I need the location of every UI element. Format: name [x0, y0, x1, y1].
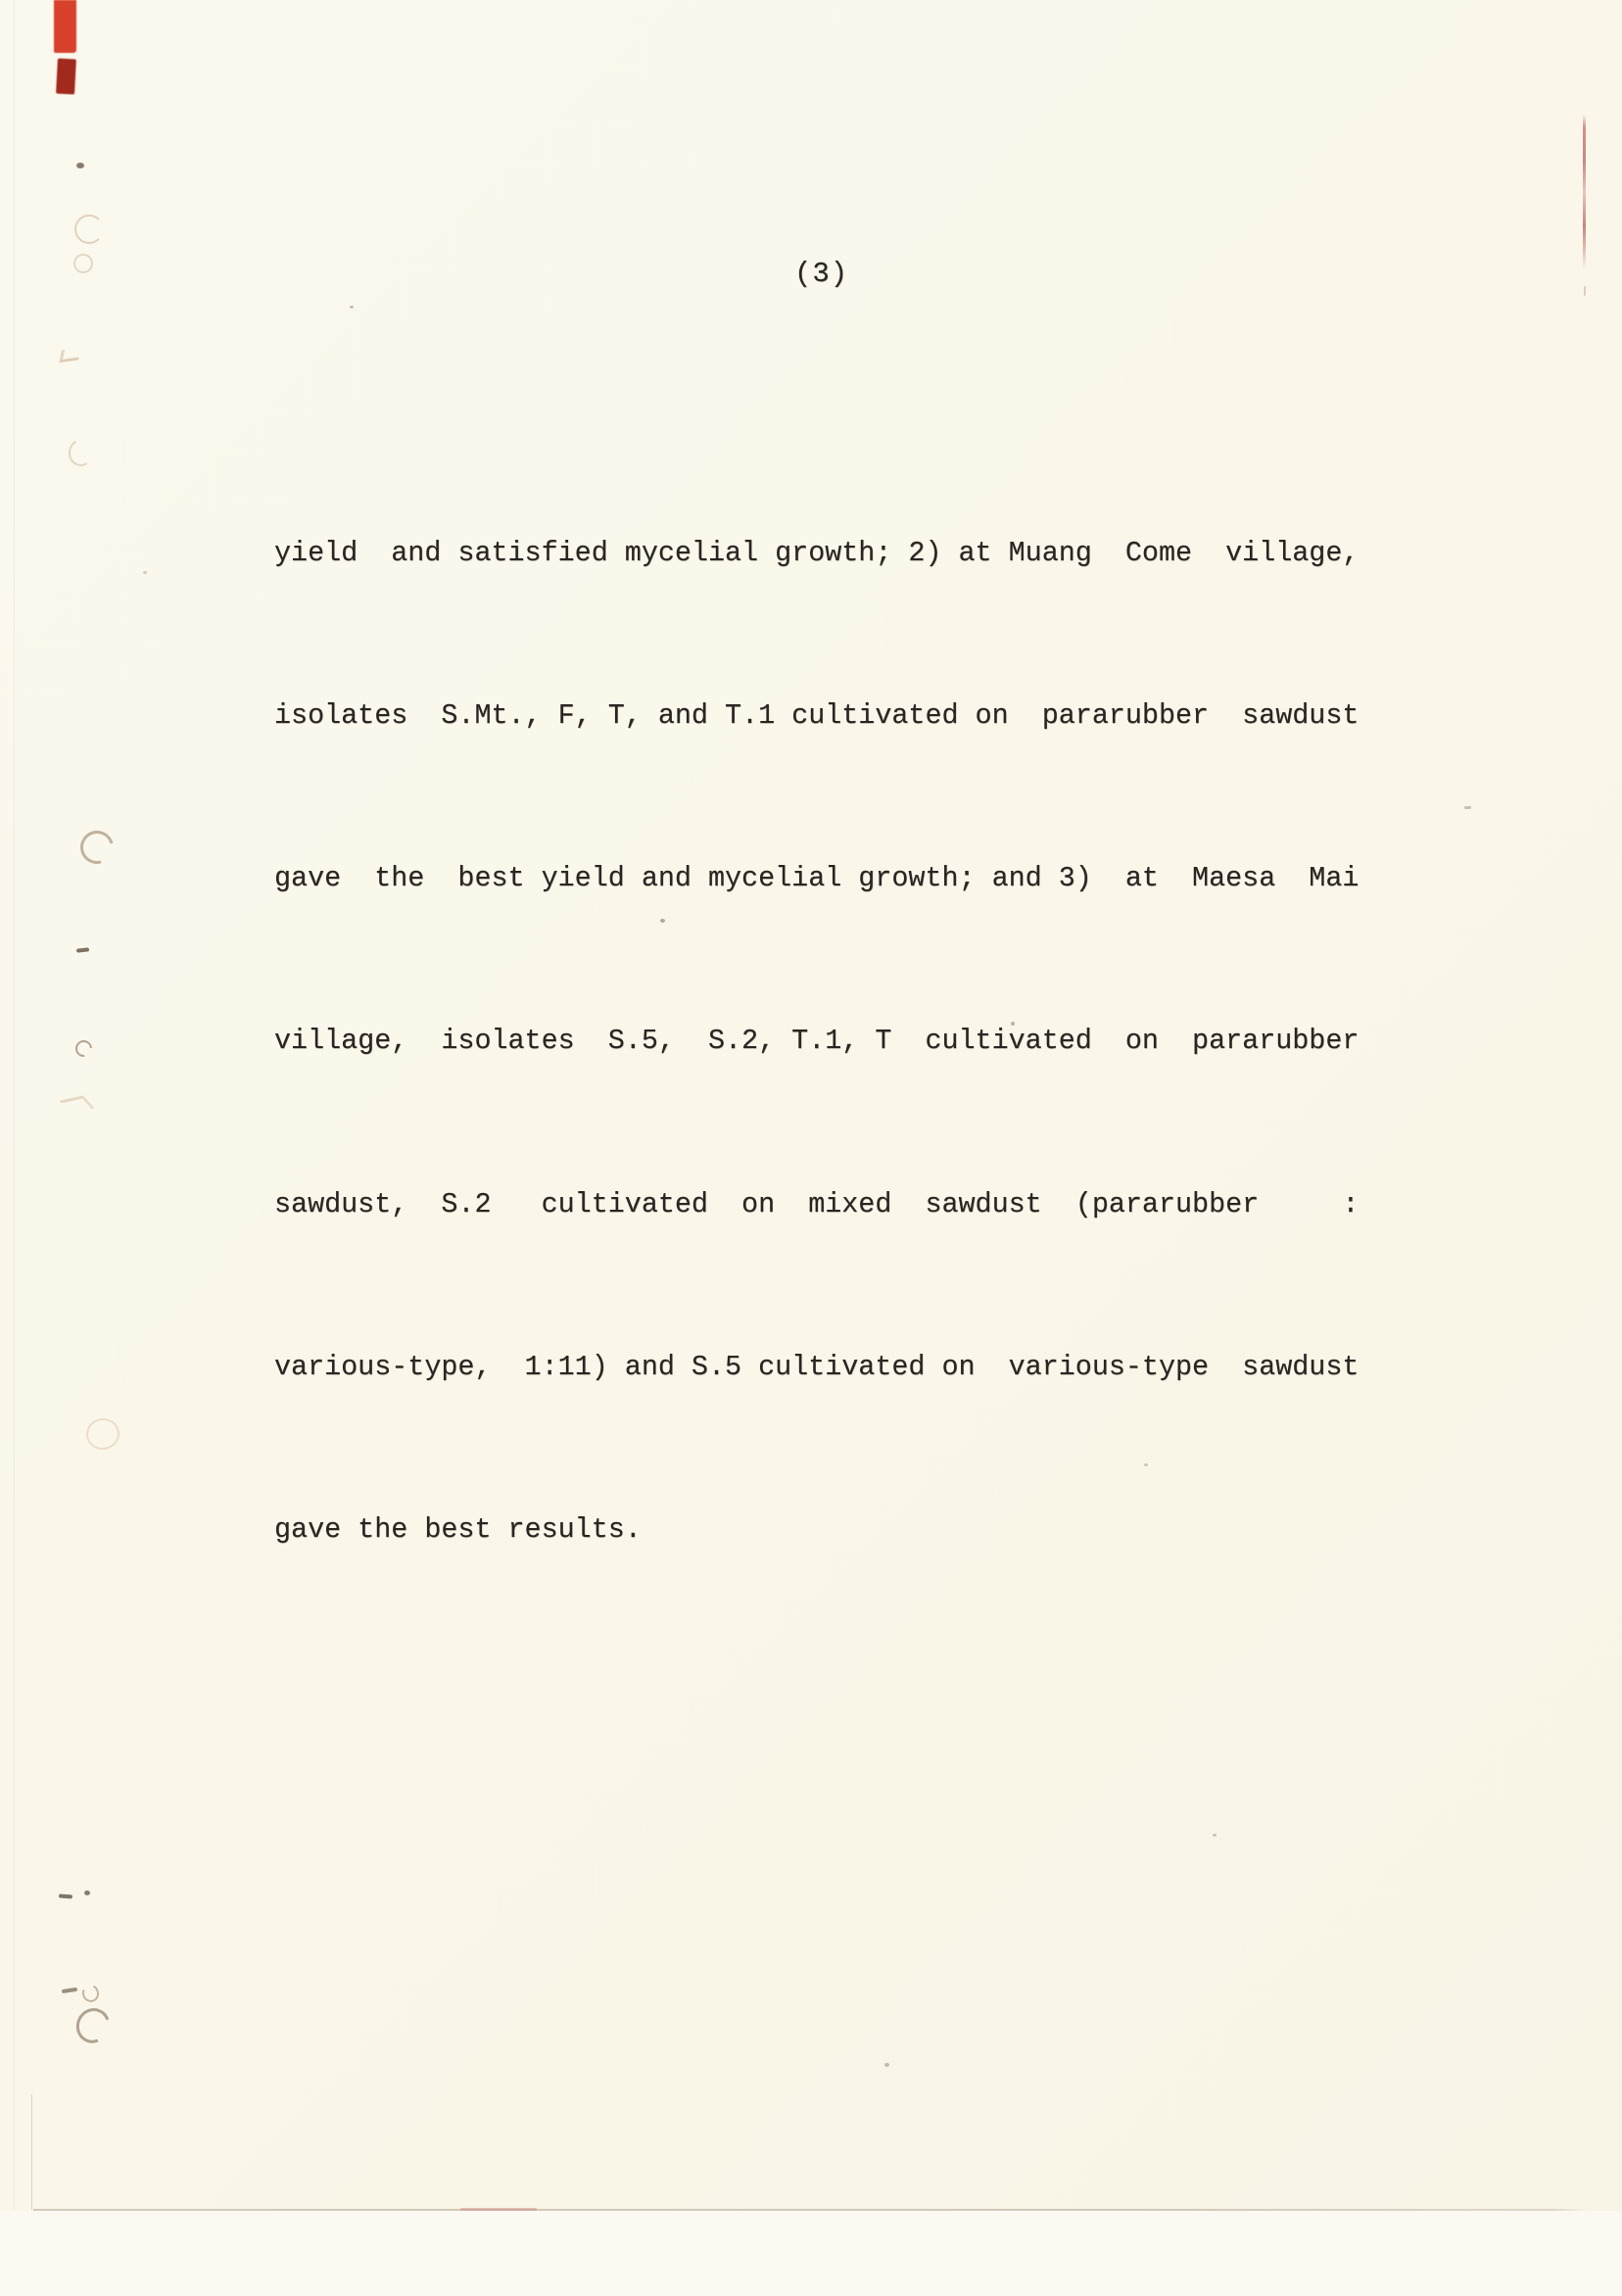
- scan-speck: [1144, 1463, 1148, 1466]
- text-line: various-type, 1:11) and S.5 cultivated on various-type sawdust: [274, 1350, 1360, 1383]
- binder-ring-mark: [71, 2003, 116, 2049]
- paper-bottom-edge-pink-smudge: [460, 2208, 537, 2211]
- scan-smudge: [59, 348, 81, 363]
- scan-smudge: [59, 1095, 94, 1113]
- text-line: sawdust, S.2 cultivated on mixed sawdust (pararubber :: [274, 1187, 1360, 1220]
- paper-left-edge: [14, 0, 15, 2210]
- red-right-edge-line: [1583, 115, 1586, 269]
- body-paragraph: [274, 417, 1359, 1665]
- text-line: village, isolates S.5, S.2, T.1, T cultivated on pararubber: [274, 1025, 1360, 1058]
- text-line: yield and satisfied mycelial growth; 2) at Muang Come village,: [274, 536, 1360, 569]
- scan-speck: [350, 306, 354, 309]
- scan-speck: [660, 919, 665, 923]
- scan-ring-mark: [72, 1037, 96, 1061]
- scan-speck: [1213, 1834, 1216, 1837]
- scan-ring-mark: [73, 254, 93, 273]
- scan-dash: [76, 947, 89, 952]
- red-margin-mark-bottom: [56, 59, 76, 95]
- scan-speck: [76, 163, 84, 168]
- red-right-edge-dot: [1584, 286, 1586, 296]
- scan-ring-mark: [79, 1983, 101, 2005]
- scan-speck: [84, 1890, 90, 1895]
- paper-left-edge-lower: [31, 2094, 32, 2210]
- text-line: gave the best yield and mycelial growth; and 3) at Maesa Mai: [274, 862, 1360, 895]
- text-line: gave the best results.: [274, 1513, 642, 1547]
- red-margin-mark: [54, 0, 76, 94]
- scan-ring-mark: [74, 215, 104, 244]
- text-line: isolates S.Mt., F, T, and T.1 cultivated on pararubber sawdust: [274, 699, 1360, 733]
- scan-dash: [62, 1987, 77, 1993]
- binder-ring-mark: [83, 1415, 121, 1452]
- scan-dash: [59, 1894, 72, 1898]
- red-margin-mark-top: [54, 0, 76, 53]
- scan-speck: [884, 2063, 889, 2067]
- scan-speck: [143, 571, 147, 574]
- scan-speck: [1464, 806, 1471, 809]
- scan-speck: [1011, 1022, 1015, 1026]
- binder-ring-mark: [74, 825, 119, 870]
- paper-bottom-edge: [33, 2209, 1587, 2211]
- page-number: (3): [794, 258, 849, 290]
- scan-smudge: [66, 436, 97, 469]
- scanner-background-band: [0, 2211, 1622, 2296]
